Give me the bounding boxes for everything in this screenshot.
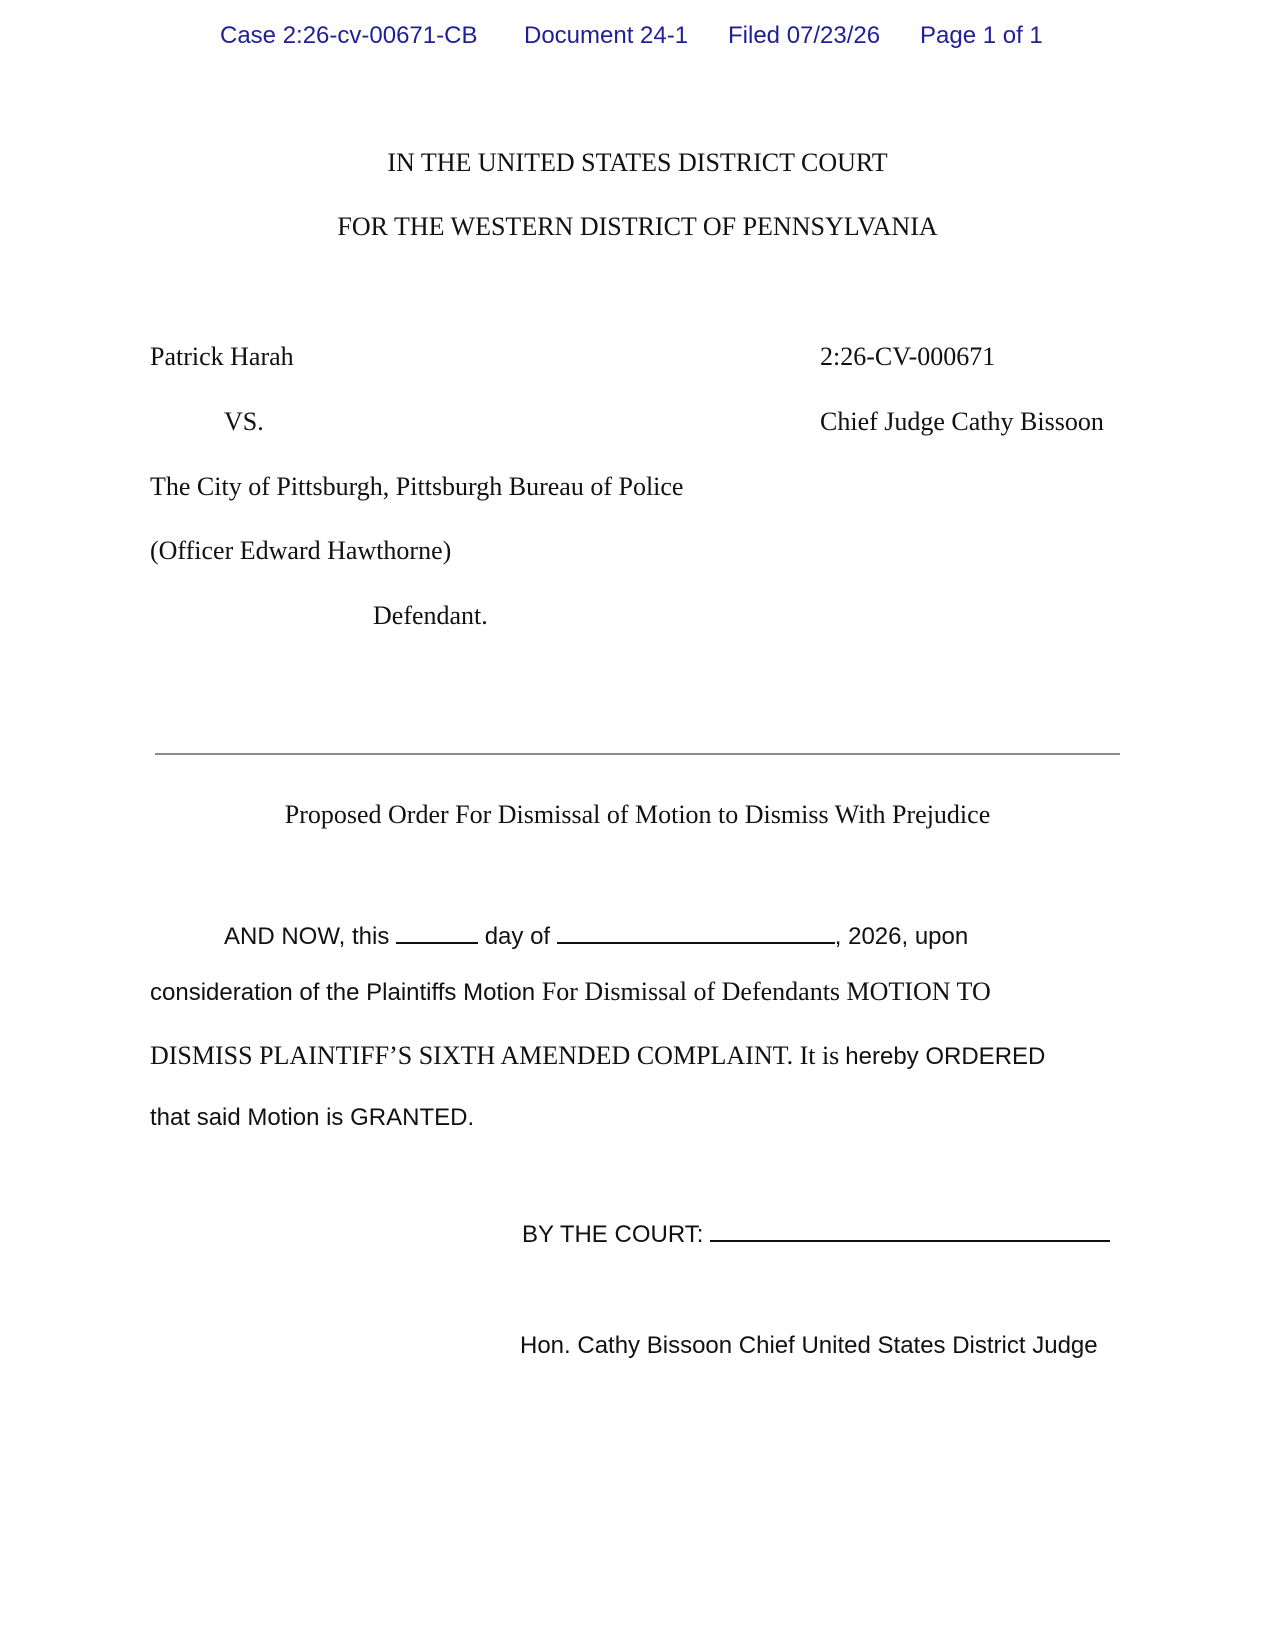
by-the-court-label: BY THE COURT:	[522, 1221, 704, 1248]
order-line-2-text-b: For Dismissal of Defendants MOTION TO	[541, 977, 991, 1006]
assigned-judge: Chief Judge Cathy Bissoon	[820, 407, 1104, 436]
defendant-officer: (Officer Edward Hawthorne)	[150, 536, 452, 565]
defendant-role: Defendant.	[373, 601, 488, 630]
judge-signature-name: Hon. Cathy Bissoon Chief United States District Judge	[520, 1332, 1098, 1359]
ecf-page-number: Page 1 of 1	[920, 22, 1043, 49]
order-line-1-text-a: AND NOW, this	[224, 923, 390, 950]
defendant-name: The City of Pittsburgh, Pittsburgh Bureau of Police	[150, 472, 684, 501]
order-line-4: that said Motion is GRANTED.	[150, 1104, 475, 1131]
signature-line	[522, 1218, 1110, 1249]
order-line-1-text-c: , 2026, upon	[834, 923, 969, 950]
ecf-case-number: Case 2:26-cv-00671-CB	[220, 22, 478, 49]
month-blank	[557, 920, 835, 944]
order-line-2-text-a: consideration of the Plaintiffs Motion	[150, 979, 536, 1006]
caption-divider	[155, 753, 1120, 755]
versus-label: VS.	[224, 407, 264, 436]
order-line-1-text-b: day of	[484, 923, 551, 950]
ecf-filed-date: Filed 07/23/26	[728, 22, 881, 49]
court-district: FOR THE WESTERN DISTRICT OF PENNSYLVANIA	[337, 212, 938, 241]
order-line-3-text-a: DISMISS PLAINTIFF’S SIXTH AMENDED COMPLAINT. It is	[150, 1041, 840, 1070]
order-line-3-text-b: hereby ORDERED	[845, 1043, 1046, 1070]
day-blank	[396, 920, 478, 944]
order-line-2	[150, 977, 991, 1007]
signature-blank	[710, 1218, 1110, 1242]
order-line-3	[150, 1041, 1045, 1071]
case-number: 2:26-CV-000671	[820, 342, 996, 371]
document-title: Proposed Order For Dismissal of Motion to Dismiss With Prejudice	[284, 800, 991, 829]
court-name: IN THE UNITED STATES DISTRICT COURT	[387, 148, 888, 177]
ecf-document-number: Document 24-1	[524, 22, 689, 49]
plaintiff-name: Patrick Harah	[150, 342, 294, 371]
order-line-1	[224, 920, 968, 951]
